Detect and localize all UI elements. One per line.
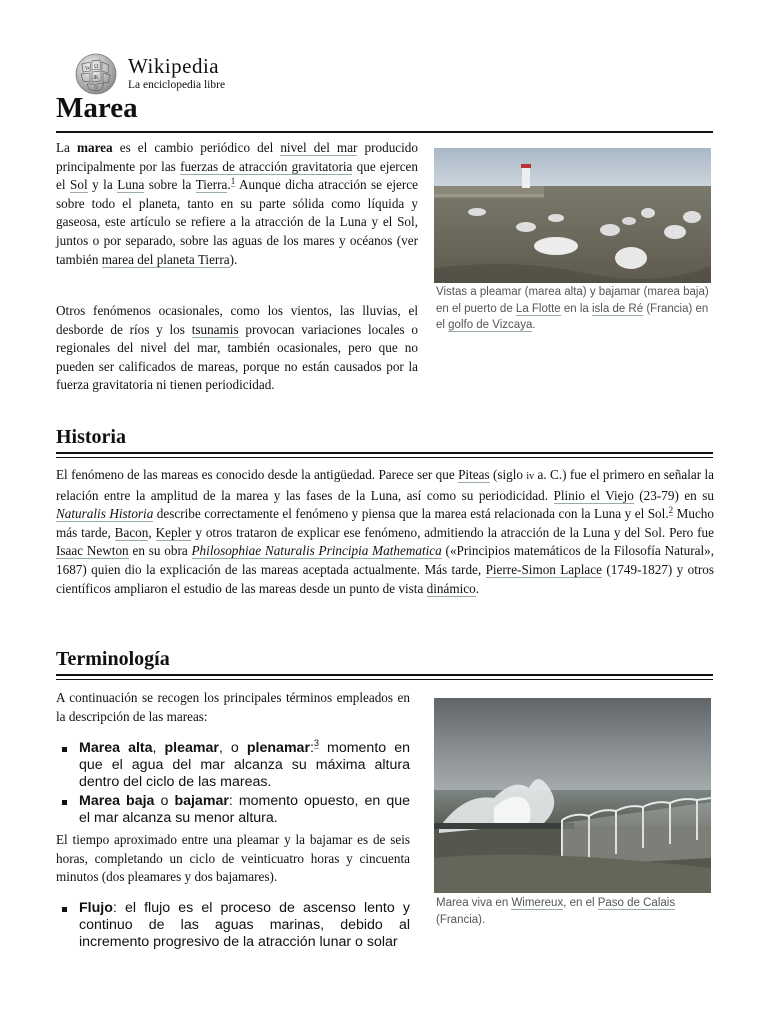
- svg-text:Ж: Ж: [93, 75, 99, 81]
- waves-photo-image: [434, 698, 711, 893]
- link-kepler[interactable]: Kepler: [155, 524, 192, 540]
- list-item: Marea alta, pleamar, o plenamar:$^3$ momento en que el agua del mar alcanza su máxima altura dentro del ciclo de las mareas.: [56, 740, 410, 790]
- wikipedia-globe-icon: [73, 52, 119, 96]
- link-nivel-del-mar[interactable]: nivel del mar: [280, 140, 358, 155]
- svg-text:Ω: Ω: [94, 64, 99, 70]
- page-title: Marea: [56, 92, 138, 124]
- terminologia-intro: A continuación se recogen los principales términos empleados en la descripción de las mareas:: [56, 690, 410, 724]
- link-tsunamis[interactable]: tsunamis: [191, 321, 239, 337]
- terminologia-paragraph: El tiempo aproximado entre una pleamar y la bajamar es de seis horas, completando un ciclo de veinticuatro horas y cincuenta minutos (dos pleamares y dos bajamares).: [56, 832, 410, 885]
- link-principia[interactable]: Philosophiae Naturalis Principia Mathematica: [191, 543, 442, 559]
- link-naturalis-historia[interactable]: Naturalis Historia: [56, 506, 154, 522]
- harbor-photo[interactable]: [434, 148, 711, 283]
- wordmark: Wikipedia: [128, 54, 220, 78]
- section-heading-terminologia: Terminología: [56, 648, 170, 670]
- wikipedia-logo[interactable]: [73, 52, 253, 96]
- terms-list-1: [56, 740, 410, 830]
- link-wimereux[interactable]: Wimereux: [511, 897, 564, 909]
- link-la-flotte[interactable]: La Flotte: [515, 302, 561, 315]
- svg-text:W: W: [85, 66, 91, 72]
- historia-divider: [56, 452, 713, 458]
- link-tierra[interactable]: Tierra: [195, 177, 228, 193]
- harbor-photo-image: [434, 148, 711, 283]
- link-laplace[interactable]: Pierre-Simon Laplace: [485, 561, 602, 577]
- link-isla-de-re[interactable]: isla de Ré: [592, 302, 644, 315]
- historia-paragraph: El fenómeno de las mareas es conocido desde la antigüedad. Parece ser que Piteas (siglo iv a. C.) fue el primero en señalar la relación entre la amplitud de la marea y las fases de la Luna, así como su periodicidad. Plinio el Viejo (23-79) en su Naturalis Historia describe correctamente el fenómeno y piensa que la marea está relacionada con la Luna y el Sol.$^2$ Mucho más tarde, Bacon, Kepler y otros trataron de explicar ese fenómeno, admitiendo la atracción de la Luna y del Sol. Pero fue Isaac Newton en su obra Philosophiae Naturalis Principia Mathematica («Principios matemáticos de la Filosofía Natural», 1687) quien dio la explicación de las mareas aceptada actualmente. Más tarde, Pierre-Simon Laplace (1749-1827) y otros científicos ampliaron el estudio de las mareas desde un punto de vista dinámico.: [56, 467, 715, 596]
- link-marea-planeta-tierra[interactable]: marea del planeta Tierra: [101, 251, 230, 267]
- link-bacon[interactable]: Bacon: [114, 524, 149, 540]
- link-plinio-el-viejo[interactable]: Plinio el Viejo: [553, 487, 634, 503]
- list-item: Marea baja o bajamar: momento opuesto, en que el mar alcanza su menor altura.: [56, 793, 410, 827]
- waves-photo[interactable]: [434, 698, 711, 893]
- terminologia-divider: [56, 674, 713, 680]
- link-sol[interactable]: Sol: [70, 177, 88, 193]
- terms-list-2: [56, 900, 410, 953]
- figure-1-caption: Vistas a pleamar (marea alta) y bajamar (marea baja) en el puerto de La Flotte en la isla de Ré (Francia) en el golfo de Vizcaya.: [436, 286, 709, 331]
- reference-2[interactable]: 2: [668, 504, 674, 515]
- section-heading-historia: Historia: [56, 426, 126, 448]
- link-golfo-de-vizcaya[interactable]: golfo de Vizcaya: [448, 319, 533, 331]
- link-paso-de-calais[interactable]: Paso de Calais: [597, 897, 676, 909]
- link-fuerzas-atraccion[interactable]: fuerzas de atracción gravitatoria: [180, 158, 353, 174]
- reference-1[interactable]: 1: [230, 175, 236, 186]
- title-divider: [56, 131, 713, 133]
- link-dinamico[interactable]: dinámico: [426, 580, 476, 596]
- intro-paragraph-2: Otros fenómenos ocasionales, como los vientos, las lluvias, el desborde de ríos y los tsunamis provocan variaciones locales o regionales del nivel del mar, también ocasionales, pero que no pueden ser calificados de mareas, porque no están causados por la fuerza gravitatoria ni tienen periodicidad.: [56, 303, 418, 393]
- tagline: La enciclopedia libre: [128, 79, 226, 91]
- figure-2-caption: Marea viva en Wimereux, en el Paso de Calais (Francia).: [436, 897, 676, 926]
- link-luna[interactable]: Luna: [117, 177, 145, 193]
- reference-3[interactable]: 3: [313, 738, 319, 749]
- link-isaac-newton[interactable]: Isaac Newton: [56, 543, 129, 559]
- intro-paragraph-1: La marea es el cambio periódico del nivel del mar producido principalmente por las fuerzas de atracción gravitatoria que ejercen el Sol y la Luna sobre la Tierra.$^1$ Aunque dicha atracción se ejerce sobre todo el planeta, tanto en su parte sólida como líquida y gaseosa, este artículo se refiere a la atracción de la Luna y el Sol, juntos o por separado, sobre las aguas de los mares y océanos (ver también marea del planeta Tierra).: [56, 140, 418, 267]
- list-item: Flujo: el flujo es el proceso de ascenso lento y continuo de las aguas marinas, debido al incremento progresivo de la atracción lunar o solar: [56, 900, 410, 950]
- link-piteas[interactable]: Piteas: [458, 467, 490, 482]
